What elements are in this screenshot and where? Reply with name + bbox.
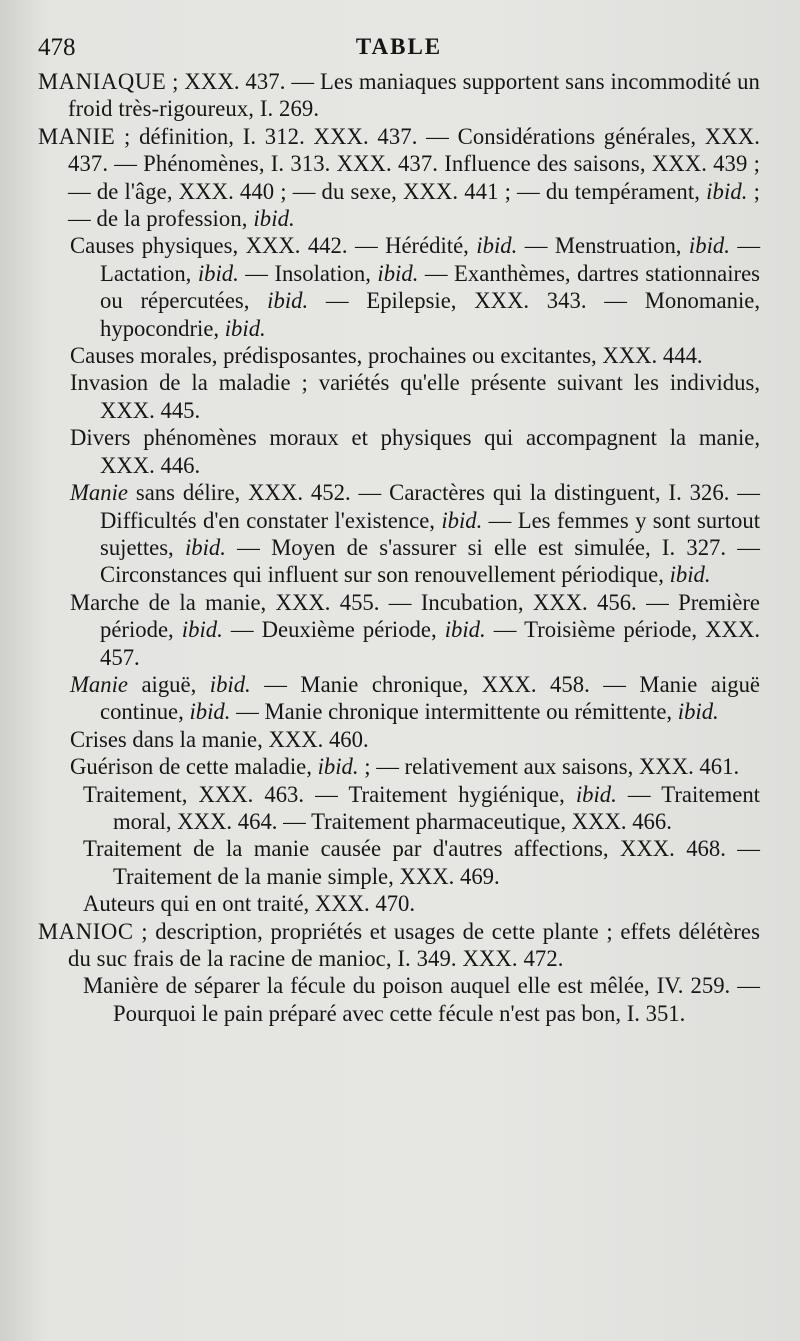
entry-subline: Manie aiguë, ibid. — Manie chronique, XXX. 458. — Manie aiguë continue, ibid. — Manie chronique intermittente ou rémittente, ibid.: [70, 671, 760, 725]
entry-line: MANIE ; définition, I. 312. XXX. 437. — Considérations générales, XXX. 437. — Phénomènes, I. 313. XXX. 437. Influence des saisons, XXX. 439 ; — de l'âge, XXX. 440 ; — du sexe, XXX. 441 ; — du tempérament, ibid. ; — de la profession, ibid.: [38, 123, 760, 232]
running-head: TABLE: [355, 34, 443, 59]
entry-subline: Marche de la manie, XXX. 455. — Incubation, XXX. 456. — Première période, ibid. — Deuxième période, ibid. — Troisième période, XXX. 457.: [70, 589, 760, 670]
entry-subline: Causes physiques, XXX. 442. — Hérédité, ibid. — Menstruation, ibid. — Lactation, ibid. — Insolation, ibid. — Exanthèmes, dartres stationnaires ou répercutées, ibid. — Epilepsie, XXX. 343. — Monomanie, hypocondrie, ibid.: [70, 233, 761, 341]
entry-line: MANIOC ; description, propriétés et usages de cette plante ; effets délétères du suc frais de la racine de manioc, I. 349. XXX. 472.: [38, 918, 760, 971]
entry-subline: Causes morales, prédisposantes, prochaines ou excitantes, XXX. 444.: [70, 343, 703, 369]
entry-subline: Guérison de cette maladie, ibid. ; — relativement aux saisons, XXX. 461.: [70, 754, 740, 780]
entry-line: MANIAQUE ; XXX. 437. — Les maniaques supportent sans incommodité un froid très-rigoureux, I. 269.: [38, 69, 760, 122]
index-entry-maniaque: [38, 68, 760, 123]
entry-subline: Auteurs qui en ont traité, XXX. 470.: [83, 891, 416, 917]
entry-subline: Crises dans la manie, XXX. 460.: [70, 726, 369, 752]
entry-subline: Manie sans délire, XXX. 452. — Caractères qui la distinguent, I. 326. — Difficultés d'en constater l'existence, ibid. — Les femmes y sont surtout sujettes, ibid. — Moyen de s'assurer si elle est simulée, I. 327. — Circonstances qui influent sur son renouvellement périodique, ibid.: [70, 480, 761, 588]
entry-subline: Invasion de la maladie ; variétés qu'elle présente suivant les individus, XXX. 445.: [70, 370, 760, 423]
entry-subline: Traitement de la manie causée par d'autres affections, XXX. 468. — Traitement de la manie simple, XXX. 469.: [83, 836, 760, 889]
index-entries: [38, 68, 760, 1027]
index-entry-manie: [38, 123, 760, 918]
page-header: [38, 34, 760, 68]
entry-subline: Traitement, XXX. 463. — Traitement hygiénique, ibid. — Traitement moral, XXX. 464. — Traitement pharmaceutique, XXX. 466.: [83, 781, 760, 834]
entry-subline: Manière de séparer la fécule du poison auquel elle est mêlée, IV. 259. — Pourquoi le pain préparé avec cette fécule n'est pas bon, I. 351.: [83, 973, 760, 1026]
index-entry-manioc: [38, 918, 760, 1028]
page-number: 478: [38, 34, 76, 61]
entry-subline: Divers phénomènes moraux et physiques qui accompagnent la manie, XXX. 446.: [70, 425, 760, 478]
